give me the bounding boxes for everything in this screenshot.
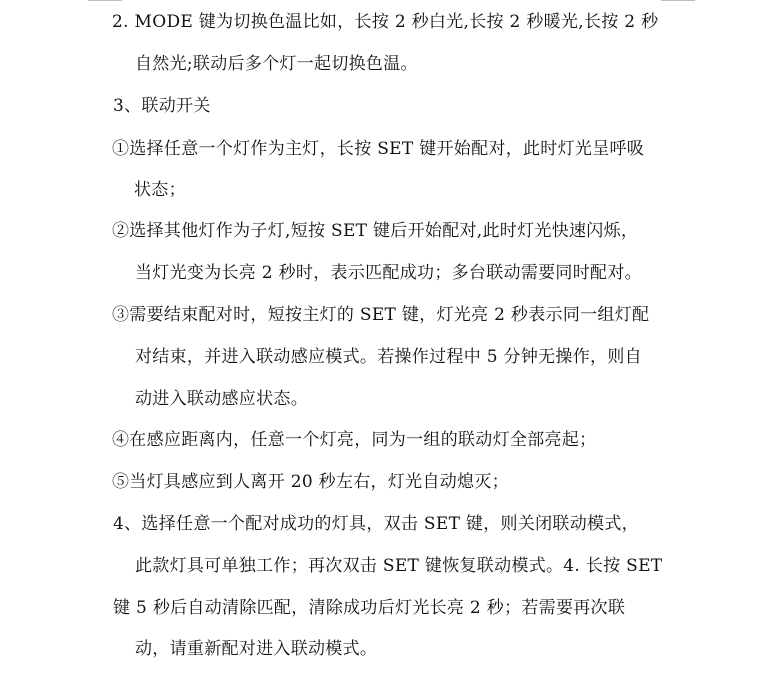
text-line: 当灯光变为长亮 2 秒时，表示匹配成功；多台联动需要同时配对。 xyxy=(135,263,642,283)
text-line: 动，请重新配对进入联动模式。 xyxy=(135,639,378,659)
text-line: 此款灯具可单独工作；再次双击 SET 键恢复联动模式。4. 长按 SET xyxy=(135,556,663,576)
text-line: ②选择其他灯作为子灯,短按 SET 键后开始配对,此时灯光快速闪烁， xyxy=(112,221,639,241)
text-line: ⑤当灯具感应到人离开 20 秒左右，灯光自动熄灭； xyxy=(112,472,509,492)
page-border-mark-right xyxy=(661,0,695,1)
text-line: 对结束，并进入联动感应模式。若操作过程中 5 分钟无操作，则自 xyxy=(135,347,642,367)
text-line: 自然光;联动后多个灯一起切换色温。 xyxy=(135,54,418,74)
text-line: ④在感应距离内，任意一个灯亮，同为一组的联动灯全部亮起； xyxy=(112,430,597,450)
page-border-mark-left xyxy=(88,0,122,1)
text-line: 动进入联动感应状态。 xyxy=(135,389,308,409)
text-line: 状态； xyxy=(134,180,186,200)
text-line: 键 5 秒后自动清除匹配，清除成功后灯光长亮 2 秒；若需要再次联 xyxy=(113,598,626,618)
section-heading: 3、联动开关 xyxy=(113,96,211,116)
text-line: 4、选择任意一个配对成功的灯具，双击 SET 键，则关闭联动模式， xyxy=(113,514,639,534)
text-line: 2. MODE 键为切换色温比如，长按 2 秒白光,长按 2 秒暖光,长按 2 秒 xyxy=(112,12,659,32)
text-line: ③需要结束配对时，短按主灯的 SET 键，灯光亮 2 秒表示同一组灯配 xyxy=(112,305,650,325)
text-line: ①选择任意一个灯作为主灯，长按 SET 键开始配对，此时灯光呈呼吸 xyxy=(112,139,645,159)
